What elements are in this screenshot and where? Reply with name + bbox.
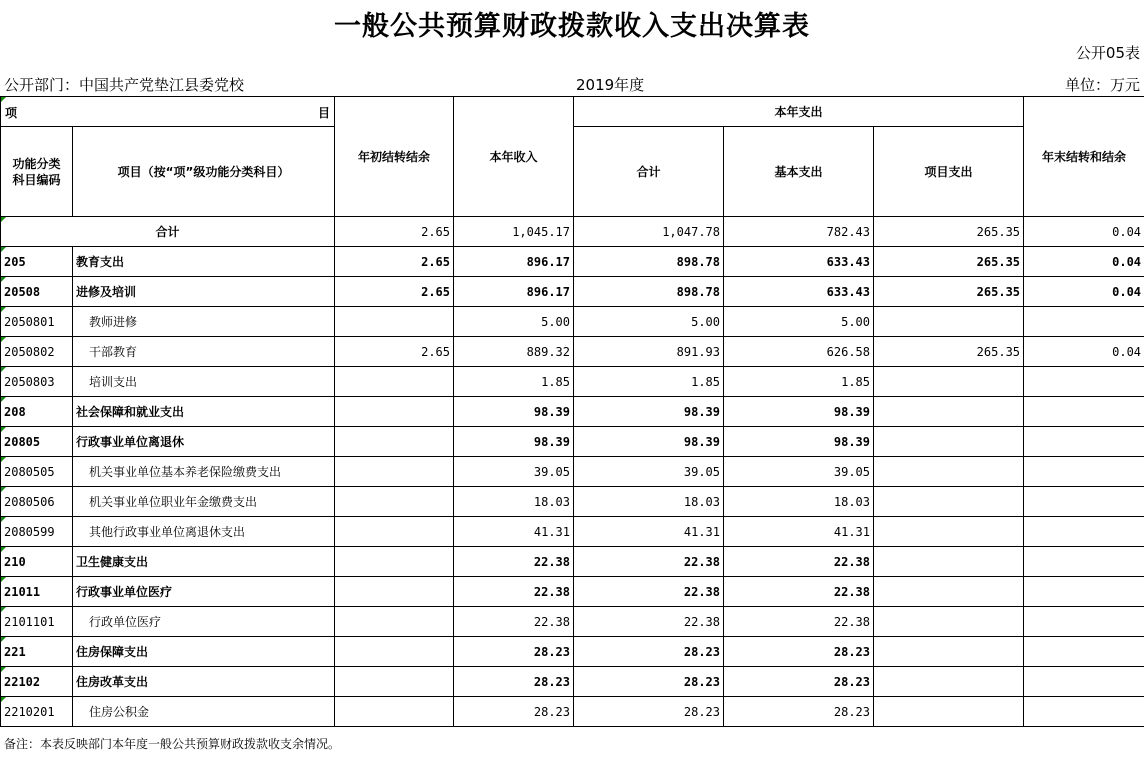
row-basic: 1.85 xyxy=(724,367,874,397)
row-income: 98.39 xyxy=(454,427,574,457)
header-name-col: 项目（按“项”级功能分类科目） xyxy=(73,127,335,217)
row-income: 1.85 xyxy=(454,367,574,397)
row-name: 其他行政事业单位离退休支出 xyxy=(73,517,335,547)
row-project xyxy=(874,457,1024,487)
row-code: 20508 xyxy=(1,277,73,307)
row-project xyxy=(874,307,1024,337)
row-end xyxy=(1024,397,1144,427)
row-total: 1.85 xyxy=(574,367,724,397)
row-total: 22.38 xyxy=(574,577,724,607)
header-mu: 目 xyxy=(317,106,330,120)
row-basic: 633.43 xyxy=(724,277,874,307)
row-end: 0.04 xyxy=(1024,337,1144,367)
row-income: 22.38 xyxy=(454,577,574,607)
table-row xyxy=(1,667,1144,697)
row-name: 干部教育 xyxy=(73,337,335,367)
table-row xyxy=(1,247,1144,277)
header-begin-balance: 年初结转结余 xyxy=(335,97,454,217)
row-basic: 22.38 xyxy=(724,577,874,607)
row-income: 28.23 xyxy=(454,637,574,667)
row-project xyxy=(874,697,1024,727)
department-label: 公开部门：中国共产党垫江县委党校 xyxy=(4,76,245,94)
header-project: 项目支出 xyxy=(874,127,1024,217)
row-begin xyxy=(335,637,454,667)
footnote: 备注：本表反映部门本年度一般公共预算财政拨款收支余情况。 xyxy=(4,737,341,751)
row-begin: 2.65 xyxy=(335,337,454,367)
row-name: 住房改革支出 xyxy=(73,667,335,697)
header-item-cell xyxy=(1,97,335,127)
row-basic: 18.03 xyxy=(724,487,874,517)
row-code: 2050803 xyxy=(1,367,73,397)
header-basic: 基本支出 xyxy=(724,127,874,217)
fiscal-year: 2019年度 xyxy=(576,76,645,94)
row-name: 机关事业单位职业年金缴费支出 xyxy=(73,487,335,517)
row-name: 教师进修 xyxy=(73,307,335,337)
row-basic: 98.39 xyxy=(724,427,874,457)
row-total: 898.78 xyxy=(574,277,724,307)
row-begin: 2.65 xyxy=(335,247,454,277)
row-begin xyxy=(335,427,454,457)
row-project xyxy=(874,487,1024,517)
row-code: 2080506 xyxy=(1,487,73,517)
row-basic: 28.23 xyxy=(724,667,874,697)
row-name: 卫生健康支出 xyxy=(73,547,335,577)
row-name: 教育支出 xyxy=(73,247,335,277)
row-total: 5.00 xyxy=(574,307,724,337)
row-total: 898.78 xyxy=(574,247,724,277)
table-row xyxy=(1,607,1144,637)
total-income: 1,045.17 xyxy=(454,217,574,247)
row-project xyxy=(874,547,1024,577)
table-row xyxy=(1,547,1144,577)
row-income: 98.39 xyxy=(454,397,574,427)
table-row xyxy=(1,577,1144,607)
row-code: 210 xyxy=(1,547,73,577)
row-basic: 41.31 xyxy=(724,517,874,547)
row-total: 28.23 xyxy=(574,667,724,697)
row-end: 0.04 xyxy=(1024,247,1144,277)
row-end xyxy=(1024,637,1144,667)
row-name: 住房公积金 xyxy=(73,697,335,727)
row-income: 22.38 xyxy=(454,547,574,577)
row-code: 22102 xyxy=(1,667,73,697)
row-end xyxy=(1024,427,1144,457)
row-total: 22.38 xyxy=(574,607,724,637)
row-code: 208 xyxy=(1,397,73,427)
row-end xyxy=(1024,607,1144,637)
row-income: 896.17 xyxy=(454,247,574,277)
table-row xyxy=(1,277,1144,307)
row-total: 41.31 xyxy=(574,517,724,547)
row-end: 0.04 xyxy=(1024,277,1144,307)
row-project xyxy=(874,577,1024,607)
row-code: 221 xyxy=(1,637,73,667)
row-end xyxy=(1024,667,1144,697)
header-total: 合计 xyxy=(574,127,724,217)
table-row xyxy=(1,457,1144,487)
row-code: 2080599 xyxy=(1,517,73,547)
row-project: 265.35 xyxy=(874,337,1024,367)
row-total: 891.93 xyxy=(574,337,724,367)
row-name: 住房保障支出 xyxy=(73,637,335,667)
row-name: 培训支出 xyxy=(73,367,335,397)
table-row xyxy=(1,487,1144,517)
table-row xyxy=(1,337,1144,367)
row-income: 5.00 xyxy=(454,307,574,337)
row-total: 18.03 xyxy=(574,487,724,517)
row-income: 28.23 xyxy=(454,697,574,727)
table-row xyxy=(1,697,1144,727)
row-project xyxy=(874,667,1024,697)
row-begin xyxy=(335,697,454,727)
row-basic: 28.23 xyxy=(724,637,874,667)
row-total: 22.38 xyxy=(574,547,724,577)
table-row xyxy=(1,517,1144,547)
table-row xyxy=(1,427,1144,457)
row-end xyxy=(1024,307,1144,337)
row-begin xyxy=(335,517,454,547)
row-income: 39.05 xyxy=(454,457,574,487)
row-begin xyxy=(335,667,454,697)
row-project xyxy=(874,367,1024,397)
total-label: 合计 xyxy=(1,217,335,247)
row-income: 896.17 xyxy=(454,277,574,307)
total-project: 265.35 xyxy=(874,217,1024,247)
row-basic: 5.00 xyxy=(724,307,874,337)
total-total: 1,047.78 xyxy=(574,217,724,247)
unit-label: 单位：万元 xyxy=(1064,76,1140,94)
table-row xyxy=(1,367,1144,397)
row-name: 进修及培训 xyxy=(73,277,335,307)
row-income: 28.23 xyxy=(454,667,574,697)
row-begin xyxy=(335,487,454,517)
header-end-balance: 年末结转和结余 xyxy=(1024,97,1144,217)
total-basic: 782.43 xyxy=(724,217,874,247)
row-name: 行政事业单位离退休 xyxy=(73,427,335,457)
row-name: 行政单位医疗 xyxy=(73,607,335,637)
row-income: 22.38 xyxy=(454,607,574,637)
row-end xyxy=(1024,487,1144,517)
row-begin xyxy=(335,307,454,337)
row-name: 行政事业单位医疗 xyxy=(73,577,335,607)
row-income: 889.32 xyxy=(454,337,574,367)
row-code: 205 xyxy=(1,247,73,277)
row-project xyxy=(874,637,1024,667)
row-basic: 39.05 xyxy=(724,457,874,487)
row-basic: 626.58 xyxy=(724,337,874,367)
row-name: 机关事业单位基本养老保险缴费支出 xyxy=(73,457,335,487)
row-begin xyxy=(335,367,454,397)
row-basic: 28.23 xyxy=(724,697,874,727)
row-code: 21011 xyxy=(1,577,73,607)
row-begin xyxy=(335,547,454,577)
row-code: 2101101 xyxy=(1,607,73,637)
row-end xyxy=(1024,517,1144,547)
header-income: 本年收入 xyxy=(454,97,574,217)
row-code: 2080505 xyxy=(1,457,73,487)
header-code-col: 功能分类 科目编码 xyxy=(1,127,73,217)
row-basic: 98.39 xyxy=(724,397,874,427)
row-project xyxy=(874,427,1024,457)
table-row xyxy=(1,397,1144,427)
row-total: 28.23 xyxy=(574,637,724,667)
row-basic: 22.38 xyxy=(724,547,874,577)
row-end xyxy=(1024,367,1144,397)
row-begin xyxy=(335,457,454,487)
row-basic: 22.38 xyxy=(724,607,874,637)
row-begin: 2.65 xyxy=(335,277,454,307)
row-project xyxy=(874,607,1024,637)
header-row-1 xyxy=(1,97,1144,127)
row-name: 社会保障和就业支出 xyxy=(73,397,335,427)
row-project: 265.35 xyxy=(874,277,1024,307)
row-begin xyxy=(335,397,454,427)
row-code: 2050802 xyxy=(1,337,73,367)
form-number: 公开05表 xyxy=(1075,44,1140,62)
header-expense-group: 本年支出 xyxy=(574,97,1024,127)
row-code: 2050801 xyxy=(1,307,73,337)
row-income: 41.31 xyxy=(454,517,574,547)
row-end xyxy=(1024,457,1144,487)
row-begin xyxy=(335,577,454,607)
budget-table xyxy=(0,96,1144,727)
table-row xyxy=(1,637,1144,667)
row-project xyxy=(874,517,1024,547)
row-total: 39.05 xyxy=(574,457,724,487)
row-total: 28.23 xyxy=(574,697,724,727)
row-code: 2210201 xyxy=(1,697,73,727)
header-xiang: 项 xyxy=(5,106,18,120)
row-income: 18.03 xyxy=(454,487,574,517)
table-row xyxy=(1,307,1144,337)
row-begin xyxy=(335,607,454,637)
row-basic: 633.43 xyxy=(724,247,874,277)
row-end xyxy=(1024,577,1144,607)
row-project xyxy=(874,397,1024,427)
total-end: 0.04 xyxy=(1024,217,1144,247)
row-project: 265.35 xyxy=(874,247,1024,277)
total-begin: 2.65 xyxy=(335,217,454,247)
row-total: 98.39 xyxy=(574,397,724,427)
total-row xyxy=(1,217,1144,247)
row-code: 20805 xyxy=(1,427,73,457)
row-total: 98.39 xyxy=(574,427,724,457)
row-end xyxy=(1024,697,1144,727)
row-end xyxy=(1024,547,1144,577)
report-title: 一般公共预算财政拨款收入支出决算表 xyxy=(334,11,810,42)
